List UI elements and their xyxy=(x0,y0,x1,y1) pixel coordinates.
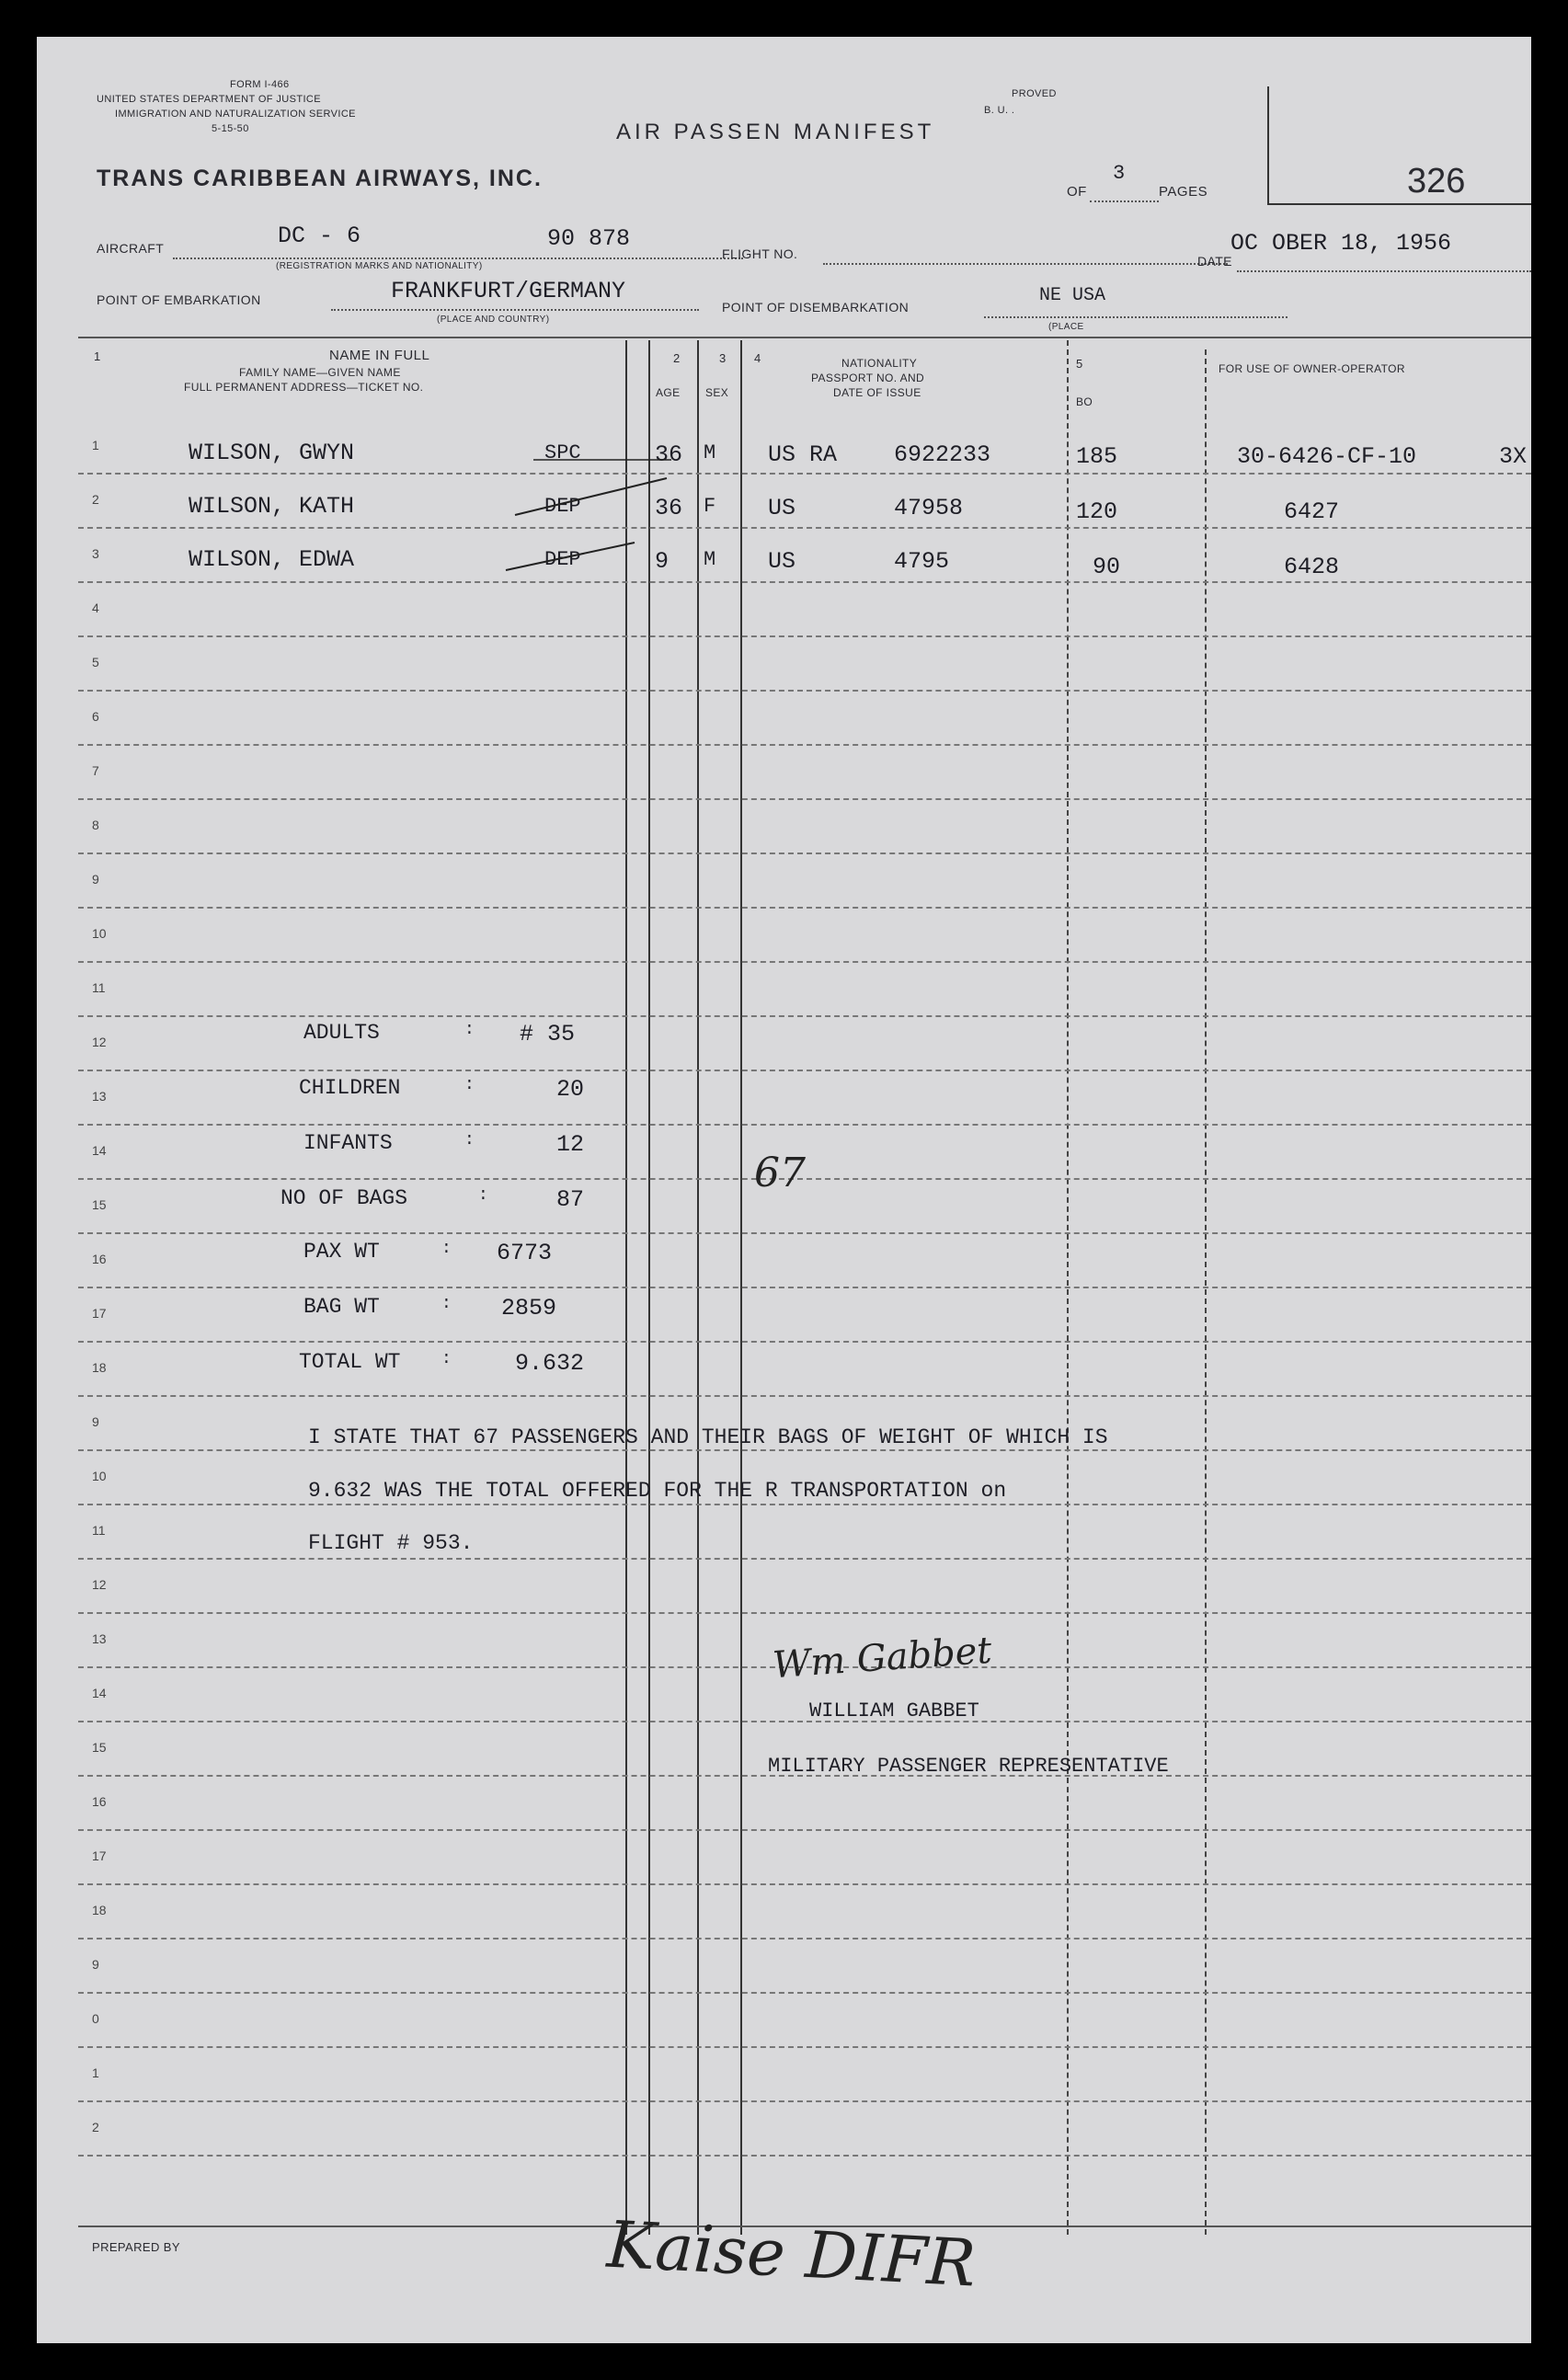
summary-label: ADULTS xyxy=(303,1021,380,1045)
passenger-ticket: 6428 xyxy=(1284,554,1340,580)
summary-value: 20 xyxy=(556,1076,585,1103)
passenger-bags: 185 xyxy=(1076,443,1118,470)
embarkation-value: FRANKFURT/GERMANY xyxy=(391,278,626,304)
col4-number: 4 xyxy=(754,351,761,365)
col3-number: 3 xyxy=(719,351,727,365)
approved-stamp: PROVED xyxy=(1012,88,1057,99)
passenger-name: WILSON, GWYN xyxy=(189,440,355,466)
handwritten-count: 67 xyxy=(754,1150,806,1196)
row-number: 9 xyxy=(92,1957,99,1972)
summary-label: INFANTS xyxy=(303,1131,393,1155)
approved-detail: B. U. . xyxy=(984,105,1015,116)
disembarkation-caption: (PLACE xyxy=(1048,322,1084,332)
registration-caption: (REGISTRATION MARKS AND NATIONALITY) xyxy=(276,261,483,271)
row-line xyxy=(78,1938,1531,1939)
service-name: IMMIGRATION AND NATURALIZATION SERVICE xyxy=(115,109,356,120)
statement-line-2: 9.632 WAS THE TOTAL OFFERED FOR THE R TRANSPORTATION on xyxy=(308,1479,1007,1503)
agency-name: UNITED STATES DEPARTMENT OF JUSTICE xyxy=(97,94,322,105)
passenger-passport: 47958 xyxy=(894,495,964,521)
date-label: DATE xyxy=(1197,254,1232,269)
statement-line-1: I STATE THAT 67 PASSENGERS AND THEIR BAGS OF WEIGHT OF WHICH IS xyxy=(308,1425,1108,1449)
col4-heading: NATIONALITY xyxy=(841,357,918,370)
summary-value: 6773 xyxy=(497,1240,553,1266)
representative-name: WILLIAM GABBET xyxy=(809,1699,979,1722)
summary-label: CHILDREN xyxy=(299,1076,401,1100)
embarkation-label: POINT OF EMBARKATION xyxy=(97,292,261,307)
summary-label: BAG WT xyxy=(303,1295,380,1319)
row-number: 17 xyxy=(92,1306,107,1321)
passenger-nationality: US xyxy=(768,548,796,575)
passenger-sex: M xyxy=(704,548,716,571)
row-number: 10 xyxy=(92,926,107,941)
row-line xyxy=(78,961,1531,963)
row-line xyxy=(78,1124,1531,1126)
row-line xyxy=(78,527,1531,529)
aircraft-registration: 90 878 xyxy=(547,225,631,252)
passenger-age: 36 xyxy=(655,495,683,521)
row-number: 1 xyxy=(92,438,99,452)
summary-colon: : xyxy=(441,1350,452,1368)
passenger-extra: 3X xyxy=(1499,443,1528,470)
row-line xyxy=(78,1449,1531,1451)
page-of-value: 3 xyxy=(1113,162,1126,185)
flight-label: FLIGHT NO. xyxy=(722,246,798,261)
row-line xyxy=(78,1883,1531,1885)
summary-colon: : xyxy=(464,1021,475,1039)
col6-heading: FOR USE OF OWNER-OPERATOR xyxy=(1219,362,1405,375)
row-line xyxy=(78,1395,1531,1397)
row-line xyxy=(78,2155,1531,2157)
row-number: 0 xyxy=(92,2011,99,2026)
statement-line-3: FLIGHT # 953. xyxy=(308,1531,474,1555)
row-line xyxy=(78,1015,1531,1017)
passenger-bags: 120 xyxy=(1076,498,1118,525)
airline-name: TRANS CARIBBEAN AIRWAYS, INC. xyxy=(97,166,543,191)
row-number: 18 xyxy=(92,1903,107,1917)
row-number: 18 xyxy=(92,1360,107,1375)
row-line xyxy=(78,635,1531,637)
row-number: 12 xyxy=(92,1035,107,1049)
row-number: 15 xyxy=(92,1197,107,1212)
row-line xyxy=(78,1341,1531,1343)
page-of-label: OF xyxy=(1067,184,1087,200)
row-number: 17 xyxy=(92,1848,107,1863)
summary-value: 87 xyxy=(556,1186,585,1213)
pages-label: PAGES xyxy=(1159,184,1208,200)
summary-value: 12 xyxy=(556,1131,585,1158)
row-line xyxy=(78,1558,1531,1560)
row-number: 16 xyxy=(92,1252,107,1266)
passenger-type: DEP xyxy=(544,495,581,518)
row-number: 6 xyxy=(92,709,99,724)
row-number: 3 xyxy=(92,546,99,561)
embarkation-caption: (PLACE AND COUNTRY) xyxy=(437,315,550,325)
row-line xyxy=(78,1721,1531,1722)
col1-subheading: FAMILY NAME—GIVEN NAME xyxy=(239,366,401,379)
row-number: 14 xyxy=(92,1686,107,1700)
summary-colon: : xyxy=(478,1186,488,1205)
row-line xyxy=(78,1287,1531,1288)
col3-heading: SEX xyxy=(705,386,729,399)
row-line xyxy=(78,1612,1531,1614)
row-line xyxy=(78,1992,1531,1994)
row-number: 2 xyxy=(92,2120,99,2134)
col4-date-heading: DATE OF ISSUE xyxy=(833,386,921,399)
representative-signature: Wm Gabbet xyxy=(771,1629,993,1688)
row-number: 5 xyxy=(92,655,99,669)
summary-label: TOTAL WT xyxy=(299,1350,401,1374)
passenger-name: WILSON, KATH xyxy=(189,493,355,520)
row-line xyxy=(78,1070,1531,1071)
row-number: 14 xyxy=(92,1143,107,1158)
summary-label: NO OF BAGS xyxy=(280,1186,408,1210)
manifest-number: 326 xyxy=(1407,162,1466,200)
col4-passport-heading: PASSPORT NO. AND xyxy=(811,372,925,384)
disembarkation-label: POINT OF DISEMBARKATION xyxy=(722,300,910,315)
row-line xyxy=(78,690,1531,692)
preparer-signature: Kaise DIFR xyxy=(605,2206,978,2302)
row-line xyxy=(78,907,1531,909)
passenger-sex: M xyxy=(704,441,716,464)
row-number: 16 xyxy=(92,1794,107,1809)
tick-marks xyxy=(497,441,681,598)
col5-number: 5 xyxy=(1076,357,1083,371)
summary-value: 9.632 xyxy=(515,1350,585,1377)
row-line xyxy=(78,852,1531,854)
aircraft-type: DC - 6 xyxy=(278,223,361,249)
row-line xyxy=(78,744,1531,746)
col1-number: 1 xyxy=(94,349,101,363)
document-title: AIR PASSEN MANIFEST xyxy=(616,120,935,144)
summary-colon: : xyxy=(441,1240,452,1258)
row-number: 2 xyxy=(92,492,99,507)
row-line xyxy=(78,2100,1531,2102)
row-number: 10 xyxy=(92,1469,107,1483)
summary-colon: : xyxy=(441,1295,452,1313)
passenger-nationality: US xyxy=(768,495,796,521)
row-line xyxy=(78,1829,1531,1831)
passenger-ticket: 6427 xyxy=(1284,498,1340,525)
row-number: 1 xyxy=(92,2065,99,2080)
col5-heading: BO xyxy=(1076,395,1093,408)
row-number: 13 xyxy=(92,1089,107,1104)
row-line xyxy=(78,473,1531,475)
row-line xyxy=(78,1232,1531,1234)
row-number: 11 xyxy=(92,980,106,995)
passenger-age: 9 xyxy=(655,548,670,575)
summary-label: PAX WT xyxy=(303,1240,380,1264)
aircraft-label: AIRCRAFT xyxy=(97,241,165,256)
passenger-age: 36 xyxy=(655,441,683,468)
row-number: 9 xyxy=(92,872,99,887)
passenger-type: SPC xyxy=(544,441,581,464)
row-number: 13 xyxy=(92,1631,107,1646)
form-date: 5-15-50 xyxy=(212,123,249,134)
row-number: 8 xyxy=(92,818,99,832)
col2-number: 2 xyxy=(673,351,681,365)
col2-heading: AGE xyxy=(656,386,681,399)
representative-title: MILITARY PASSENGER REPRESENTATIVE xyxy=(768,1755,1169,1778)
prepared-by-label: PREPARED BY xyxy=(92,2240,180,2254)
passenger-name: WILSON, EDWA xyxy=(189,546,355,573)
col1-address-heading: FULL PERMANENT ADDRESS—TICKET NO. xyxy=(184,381,424,394)
date-value: OC OBER 18, 1956 xyxy=(1230,230,1452,257)
summary-colon: : xyxy=(464,1076,475,1094)
passenger-bags: 90 xyxy=(1093,554,1121,580)
row-number: 12 xyxy=(92,1577,107,1592)
disembarkation-value: NE USA xyxy=(1039,285,1106,306)
row-line xyxy=(78,2046,1531,2048)
passenger-nationality: US RA xyxy=(768,441,838,468)
passenger-sex: F xyxy=(704,495,716,518)
passenger-passport: 6922233 xyxy=(894,441,991,468)
passenger-ticket: 30-6426-CF-10 xyxy=(1237,443,1417,470)
manifest-document xyxy=(37,37,1531,2343)
passenger-type: DEP xyxy=(544,548,581,571)
summary-value: # 35 xyxy=(520,1021,576,1047)
row-number: 4 xyxy=(92,601,99,615)
row-line xyxy=(78,581,1531,583)
col1-heading: NAME IN FULL xyxy=(329,348,430,363)
row-number: 15 xyxy=(92,1740,107,1755)
passenger-passport: 4795 xyxy=(894,548,950,575)
summary-colon: : xyxy=(464,1131,475,1150)
form-number: FORM I-466 xyxy=(230,79,290,90)
summary-value: 2859 xyxy=(501,1295,557,1322)
row-line xyxy=(78,1504,1531,1505)
row-number: 7 xyxy=(92,763,99,778)
row-number: 9 xyxy=(92,1414,99,1429)
row-line xyxy=(78,798,1531,800)
row-number: 11 xyxy=(92,1523,106,1538)
